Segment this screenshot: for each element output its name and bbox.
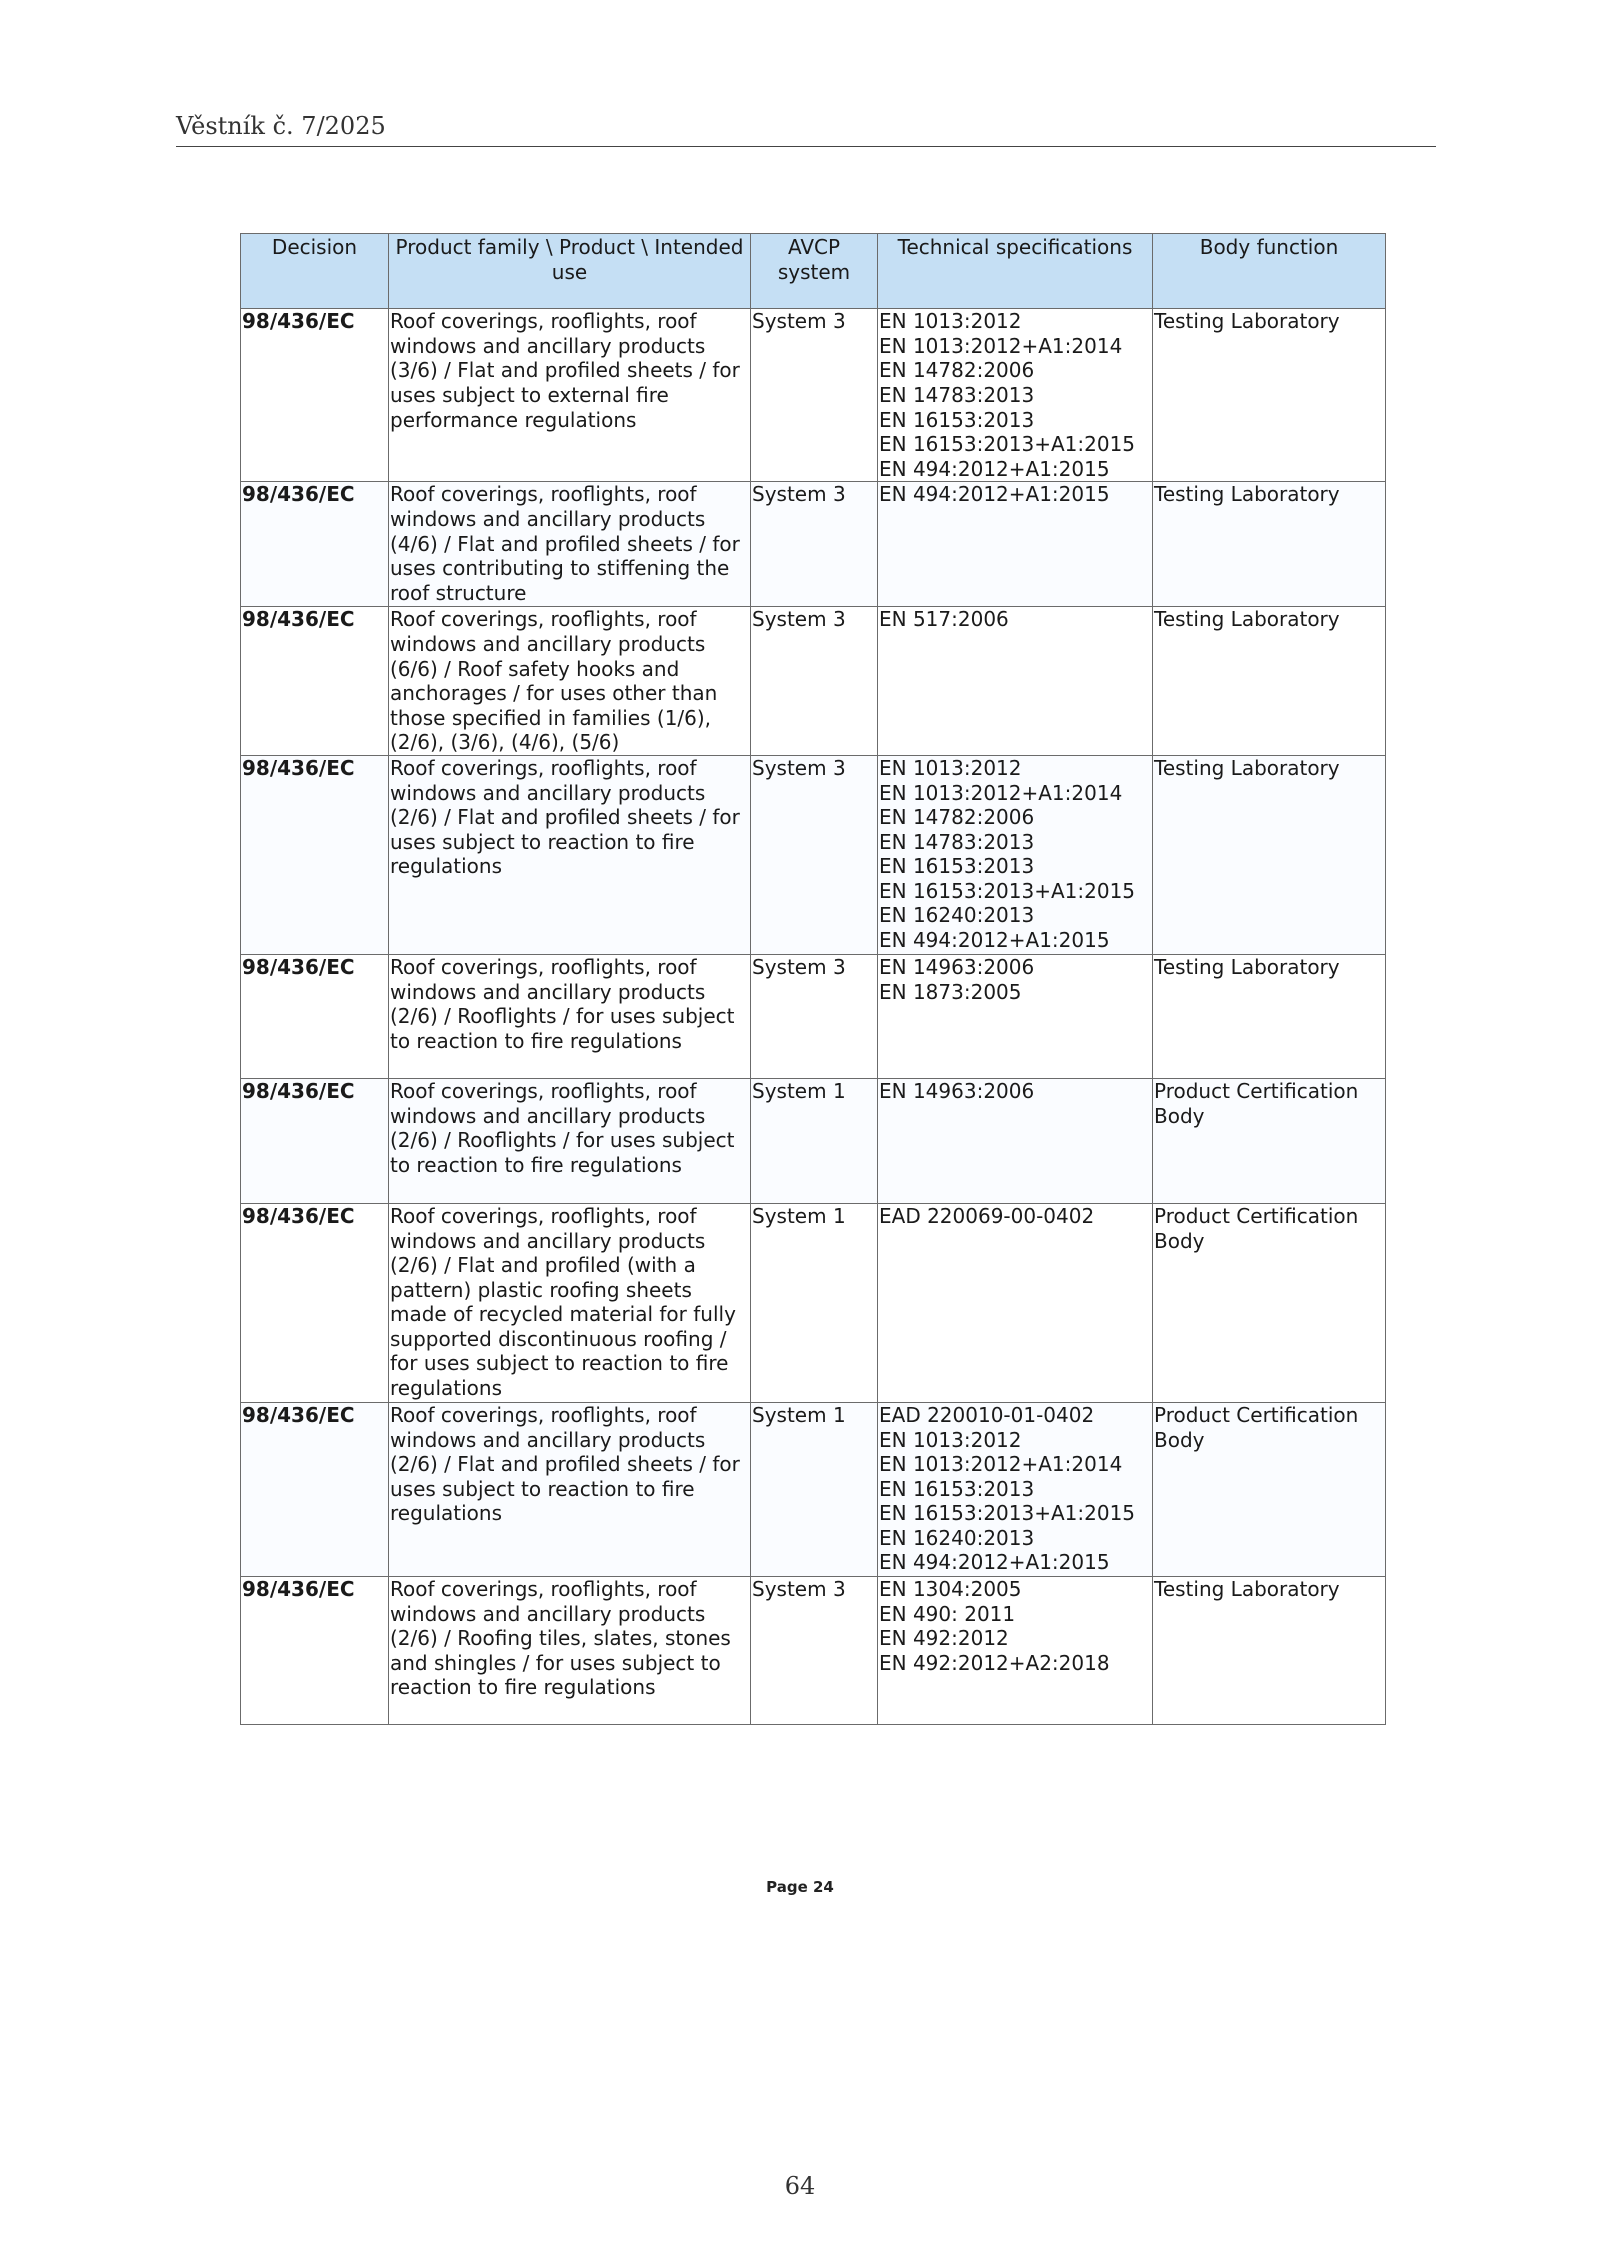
- cell-decision: 98/436/EC: [241, 482, 389, 607]
- cell-body: Testing Laboratory: [1153, 607, 1386, 756]
- header-rule: [176, 146, 1436, 147]
- cell-avcp: System 3: [751, 954, 878, 1078]
- table-row: [241, 954, 1386, 1078]
- cell-decision: 98/436/EC: [241, 607, 389, 756]
- footer-page-number: 64: [784, 2172, 816, 2200]
- cell-body: Testing Laboratory: [1153, 1576, 1386, 1724]
- cell-specs: EN 517:2006: [878, 607, 1153, 756]
- cell-product: Roof coverings, rooflights, roof windows and ancillary products (2/6) / Rooflights / for uses subject to reaction to fire regulations: [389, 954, 751, 1078]
- cell-product: Roof coverings, rooflights, roof windows and ancillary products (6/6) / Roof safety hooks and anchorages / for uses other than those specified in families (1/6), (2/6), (3/6), (4/6), (5/6): [389, 607, 751, 756]
- table-row: [241, 1203, 1386, 1402]
- cell-decision: 98/436/EC: [241, 1078, 389, 1203]
- cell-product: Roof coverings, rooflights, roof windows and ancillary products (2/6) / Flat and profiled sheets / for uses subject to reaction to fire regulations: [389, 755, 751, 954]
- cell-avcp: System 3: [751, 309, 878, 482]
- cell-body: Testing Laboratory: [1153, 755, 1386, 954]
- cell-avcp: System 1: [751, 1078, 878, 1203]
- cell-avcp: System 3: [751, 1576, 878, 1724]
- cell-specs: EN 1013:2012 EN 1013:2012+A1:2014 EN 14782:2006 EN 14783:2013 EN 16153:2013 EN 16153:2013+A1:2015 EN 494:2012+A1:2015: [878, 309, 1153, 482]
- table-header-row: [241, 234, 1386, 309]
- cell-product: Roof coverings, rooflights, roof windows and ancillary products (2/6) / Flat and profiled sheets / for uses subject to reaction to fire regulations: [389, 1402, 751, 1576]
- cell-body: Product Certification Body: [1153, 1402, 1386, 1576]
- cell-avcp: System 3: [751, 755, 878, 954]
- cell-avcp: System 3: [751, 607, 878, 756]
- cell-decision: 98/436/EC: [241, 1402, 389, 1576]
- cell-specs: EAD 220010-01-0402 EN 1013:2012 EN 1013:2012+A1:2014 EN 16153:2013 EN 16153:2013+A1:2015 EN 16240:2013 EN 494:2012+A1:2015: [878, 1402, 1153, 1576]
- cell-product: Roof coverings, rooflights, roof windows and ancillary products (2/6) / Roofing tiles, slates, stones and shingles / for uses subject to reaction to fire regulations: [389, 1576, 751, 1724]
- cell-avcp: System 3: [751, 482, 878, 607]
- cell-body: Product Certification Body: [1153, 1203, 1386, 1402]
- cell-product: Roof coverings, rooflights, roof windows and ancillary products (3/6) / Flat and profiled sheets / for uses subject to external fire performance regulations: [389, 309, 751, 482]
- footer-page-label: Page 24: [766, 1878, 834, 1896]
- column-header-body: Body function: [1153, 234, 1386, 309]
- specifications-table: [240, 233, 1386, 1725]
- table-row: [241, 482, 1386, 607]
- cell-specs: EN 14963:2006: [878, 1078, 1153, 1203]
- table-row: [241, 755, 1386, 954]
- cell-decision: 98/436/EC: [241, 309, 389, 482]
- cell-body: Testing Laboratory: [1153, 954, 1386, 1078]
- cell-product: Roof coverings, rooflights, roof windows and ancillary products (2/6) / Rooflights / for uses subject to reaction to fire regulations: [389, 1078, 751, 1203]
- cell-product: Roof coverings, rooflights, roof windows and ancillary products (4/6) / Flat and profiled sheets / for uses contributing to stiffening the roof structure: [389, 482, 751, 607]
- table-row: [241, 1402, 1386, 1576]
- cell-body: Testing Laboratory: [1153, 482, 1386, 607]
- column-header-avcp: AVCP system: [751, 234, 878, 309]
- cell-decision: 98/436/EC: [241, 954, 389, 1078]
- table-row: [241, 309, 1386, 482]
- table-row: [241, 1576, 1386, 1724]
- column-header-specs: Technical specifications: [878, 234, 1153, 309]
- column-header-decision: Decision: [241, 234, 389, 309]
- cell-specs: EN 14963:2006 EN 1873:2005: [878, 954, 1153, 1078]
- page-header-title: Věstník č. 7/2025: [176, 112, 386, 140]
- cell-specs: EAD 220069-00-0402: [878, 1203, 1153, 1402]
- cell-decision: 98/436/EC: [241, 755, 389, 954]
- cell-decision: 98/436/EC: [241, 1576, 389, 1724]
- cell-body: Testing Laboratory: [1153, 309, 1386, 482]
- cell-specs: EN 1013:2012 EN 1013:2012+A1:2014 EN 14782:2006 EN 14783:2013 EN 16153:2013 EN 16153:2013+A1:2015 EN 16240:2013 EN 494:2012+A1:2015: [878, 755, 1153, 954]
- cell-decision: 98/436/EC: [241, 1203, 389, 1402]
- table-row: [241, 1078, 1386, 1203]
- column-header-product: Product family \ Product \ Intended use: [389, 234, 751, 309]
- cell-specs: EN 1304:2005 EN 490: 2011 EN 492:2012 EN 492:2012+A2:2018: [878, 1576, 1153, 1724]
- cell-avcp: System 1: [751, 1402, 878, 1576]
- cell-avcp: System 1: [751, 1203, 878, 1402]
- table-row: [241, 607, 1386, 756]
- cell-product: Roof coverings, rooflights, roof windows and ancillary products (2/6) / Flat and profiled (with a pattern) plastic roofing sheets made of recycled material for fully supported discontinuous roofing / for uses subject to reaction to fire regulations: [389, 1203, 751, 1402]
- cell-body: Product Certification Body: [1153, 1078, 1386, 1203]
- cell-specs: EN 494:2012+A1:2015: [878, 482, 1153, 607]
